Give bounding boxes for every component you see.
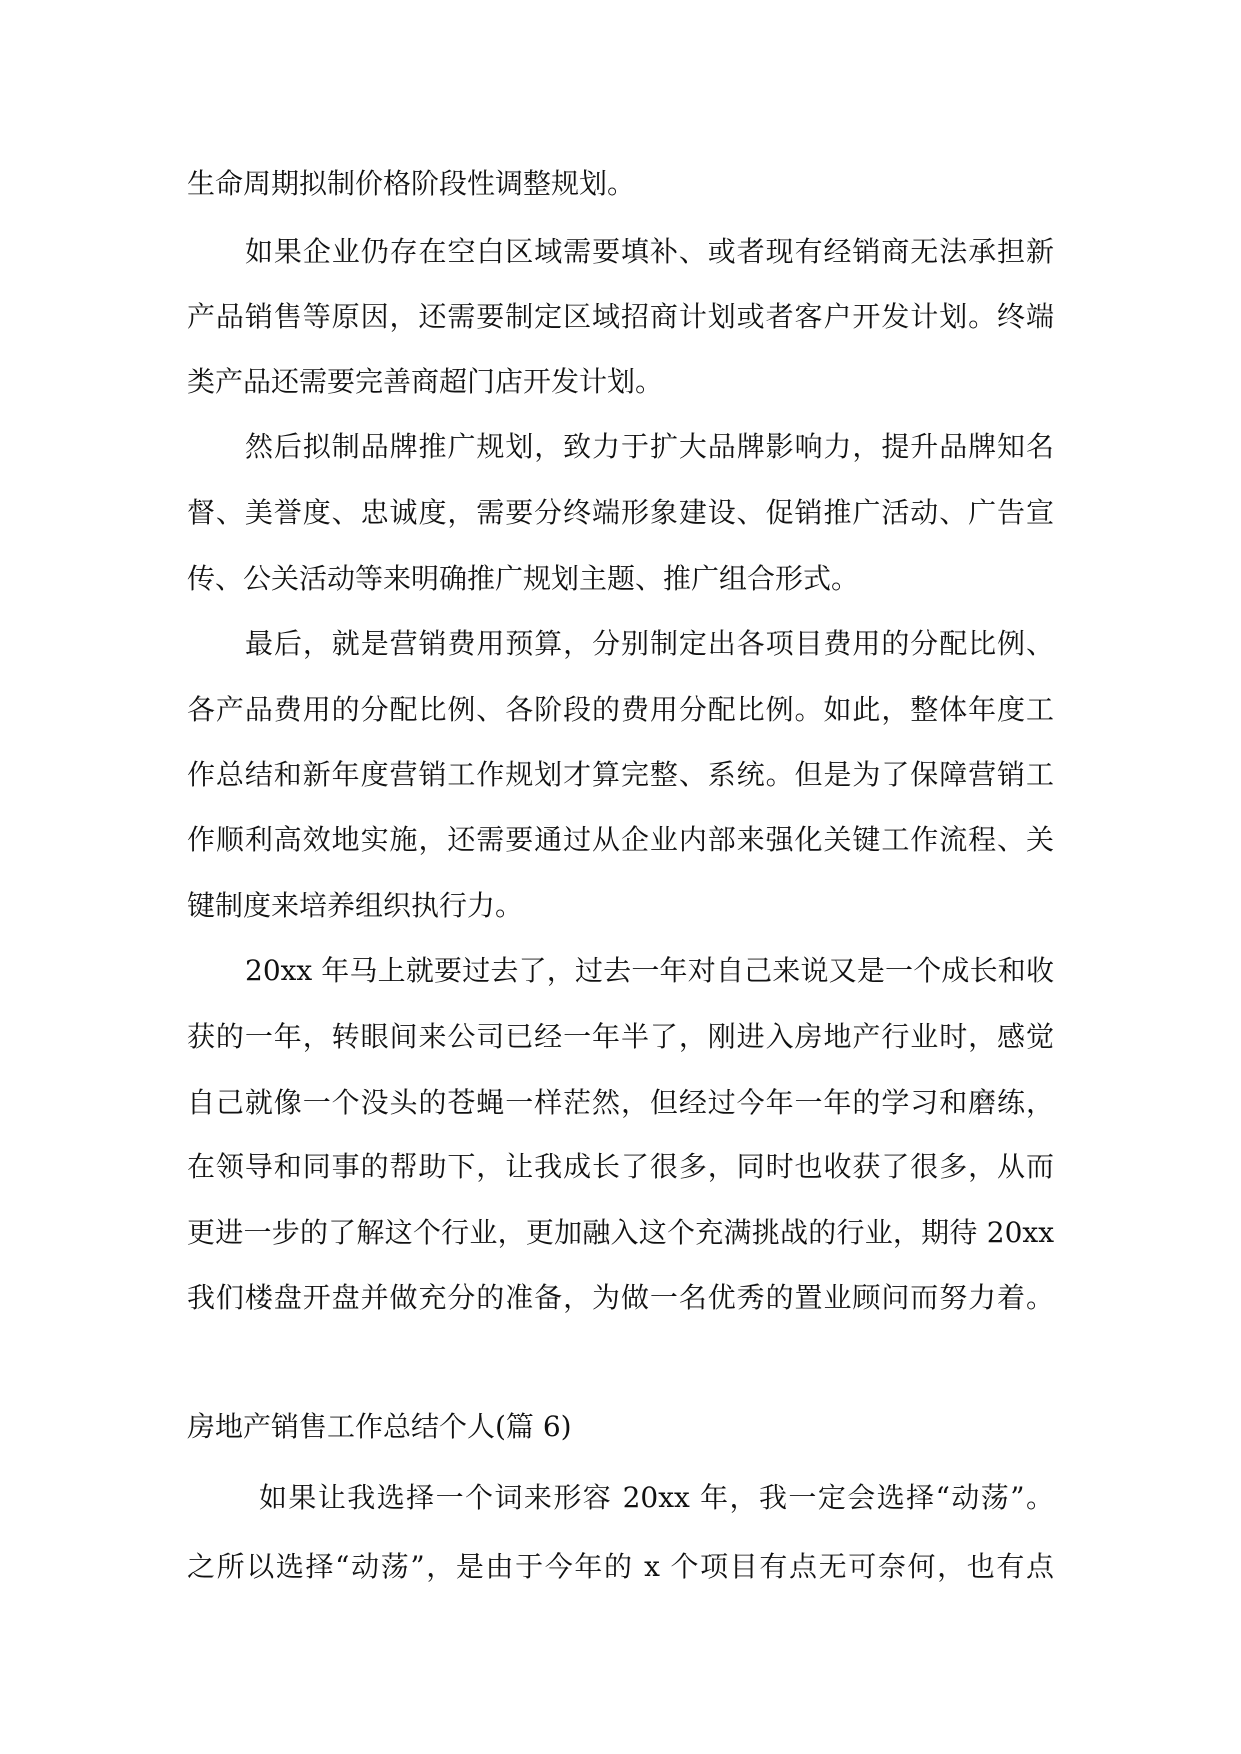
paragraph-line: 作总结和新年度营销工作规划才算完整、系统。但是为了保障营销工	[187, 758, 1054, 791]
paragraph-line: 最后，就是营销费用预算，分别制定出各项目费用的分配比例、	[245, 627, 1054, 660]
paragraph-line: 在领导和同事的帮助下，让我成长了很多，同时也收获了很多，从而	[187, 1150, 1054, 1183]
paragraph-line: 20xx 年马上就要过去了，过去一年对自己来说又是一个成长和收	[245, 954, 1054, 987]
paragraph-line: 传、公关活动等来明确推广规划主题、推广组合形式。	[187, 562, 860, 595]
paragraph-line: 然后拟制品牌推广规划，致力于扩大品牌影响力，提升品牌知名	[245, 430, 1054, 463]
paragraph-line: 督、美誉度、忠诚度，需要分终端形象建设、促销推广活动、广告宣	[187, 496, 1054, 529]
paragraph-line: 更进一步的了解这个行业，更加融入这个充满挑战的行业，期待 20xx	[187, 1216, 1054, 1249]
paragraph-line: 自己就像一个没头的苍蝇一样茫然，但经过今年一年的学习和磨练，	[187, 1086, 1054, 1119]
paragraph-line: 产品销售等原因，还需要制定区域招商计划或者客户开发计划。终端	[187, 300, 1054, 333]
paragraph-line: 各产品费用的分配比例、各阶段的费用分配比例。如此，整体年度工	[187, 693, 1054, 726]
paragraph-line: 获的一年，转眼间来公司已经一年半了，刚进入房地产行业时，感觉	[187, 1020, 1054, 1053]
paragraph-line: 如果让我选择一个词来形容 20xx 年，我一定会选择“动荡”。	[259, 1481, 1054, 1514]
section-heading: 房地产销售工作总结个人(篇 6)	[187, 1410, 572, 1443]
paragraph-line: 我们楼盘开盘并做充分的准备，为做一名优秀的置业顾问而努力着。	[187, 1281, 1054, 1314]
paragraph-line: 作顺利高效地实施，还需要通过从企业内部来强化关键工作流程、关	[187, 823, 1054, 856]
paragraph-line: 生命周期拟制价格阶段性调整规划。	[187, 167, 636, 200]
paragraph-line: 如果企业仍存在空白区域需要填补、或者现有经销商无法承担新	[245, 235, 1054, 268]
paragraph-line: 类产品还需要完善商超门店开发计划。	[187, 365, 664, 398]
paragraph-line: 键制度来培养组织执行力。	[187, 889, 524, 922]
paragraph-line: 之所以选择“动荡”，是由于今年的 x 个项目有点无可奈何，也有点	[187, 1550, 1054, 1583]
